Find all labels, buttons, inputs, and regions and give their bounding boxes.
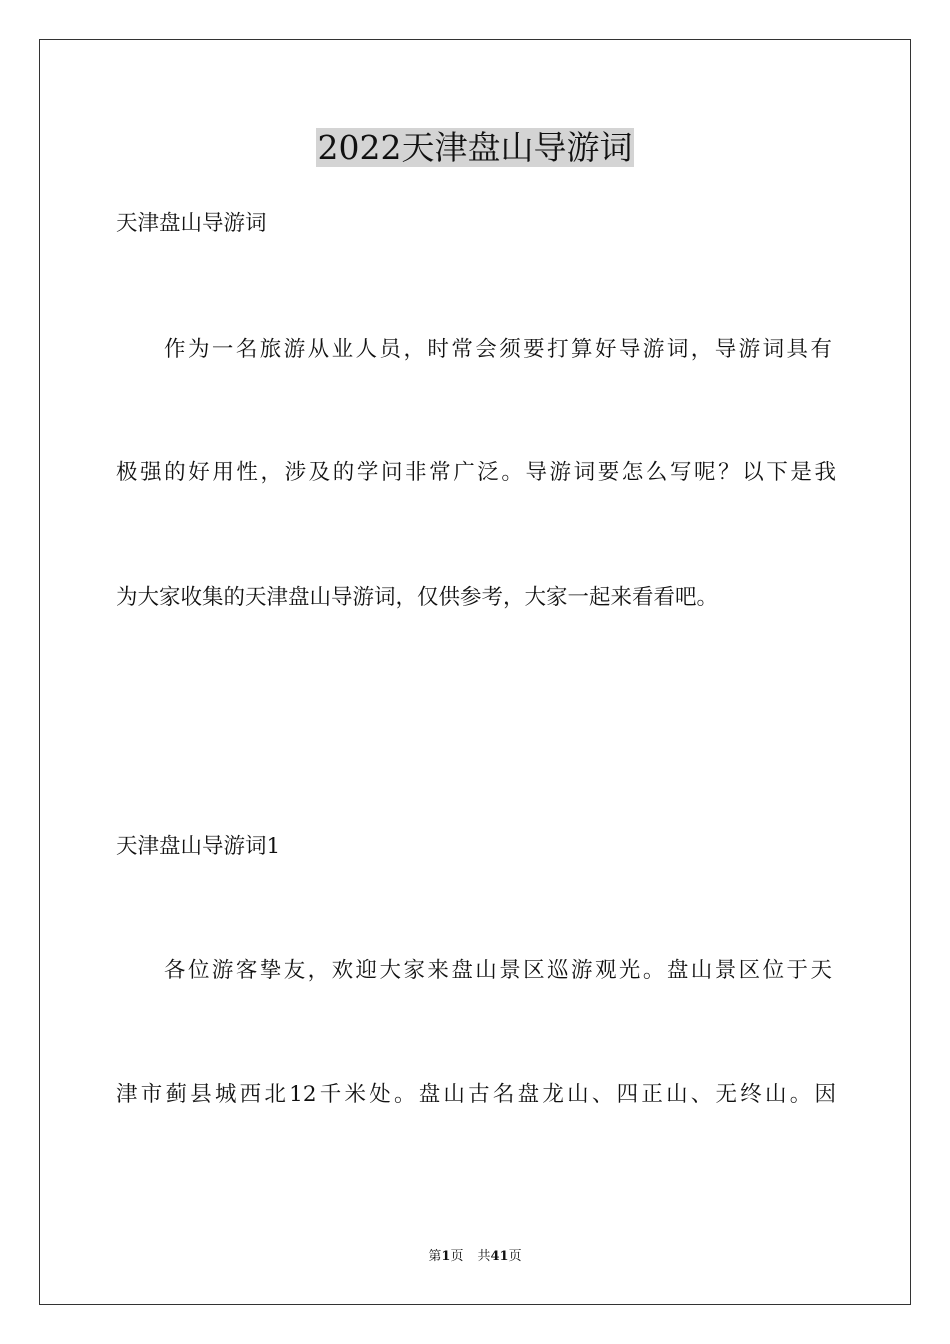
intro-line-1: 作为一名旅游从业人员，时常会须要打算好导游词，导游词具有 [164, 337, 832, 362]
section-heading: 天津盘山导游词1 [116, 834, 281, 859]
section-line-2: 津市蓟县城西北12千米处。盘山古名盘龙山、四正山、无终山。因 [116, 1082, 836, 1107]
footer-total-suffix: 页 [508, 1249, 522, 1264]
page-footer [0, 1248, 950, 1266]
footer-total-pages: 41 [490, 1249, 509, 1264]
footer-page-suffix: 页 [450, 1249, 464, 1264]
footer-page-number: 1 [441, 1249, 451, 1264]
document-title [0, 126, 950, 170]
section-line-1: 各位游客挚友，欢迎大家来盘山景区巡游观光。盘山景区位于天 [164, 958, 832, 983]
footer-page-prefix: 第 [428, 1249, 442, 1264]
intro-line-3: 为大家收集的天津盘山导游词，仅供参考，大家一起来看看吧。 [116, 585, 719, 610]
footer-total-prefix: 共 [477, 1249, 491, 1264]
intro-line-2: 极强的好用性，涉及的学问非常广泛。导游词要怎么写呢？以下是我 [116, 460, 836, 485]
document-title-text: 2022天津盘山导游词 [317, 128, 633, 167]
document-subtitle: 天津盘山导游词 [116, 211, 267, 236]
